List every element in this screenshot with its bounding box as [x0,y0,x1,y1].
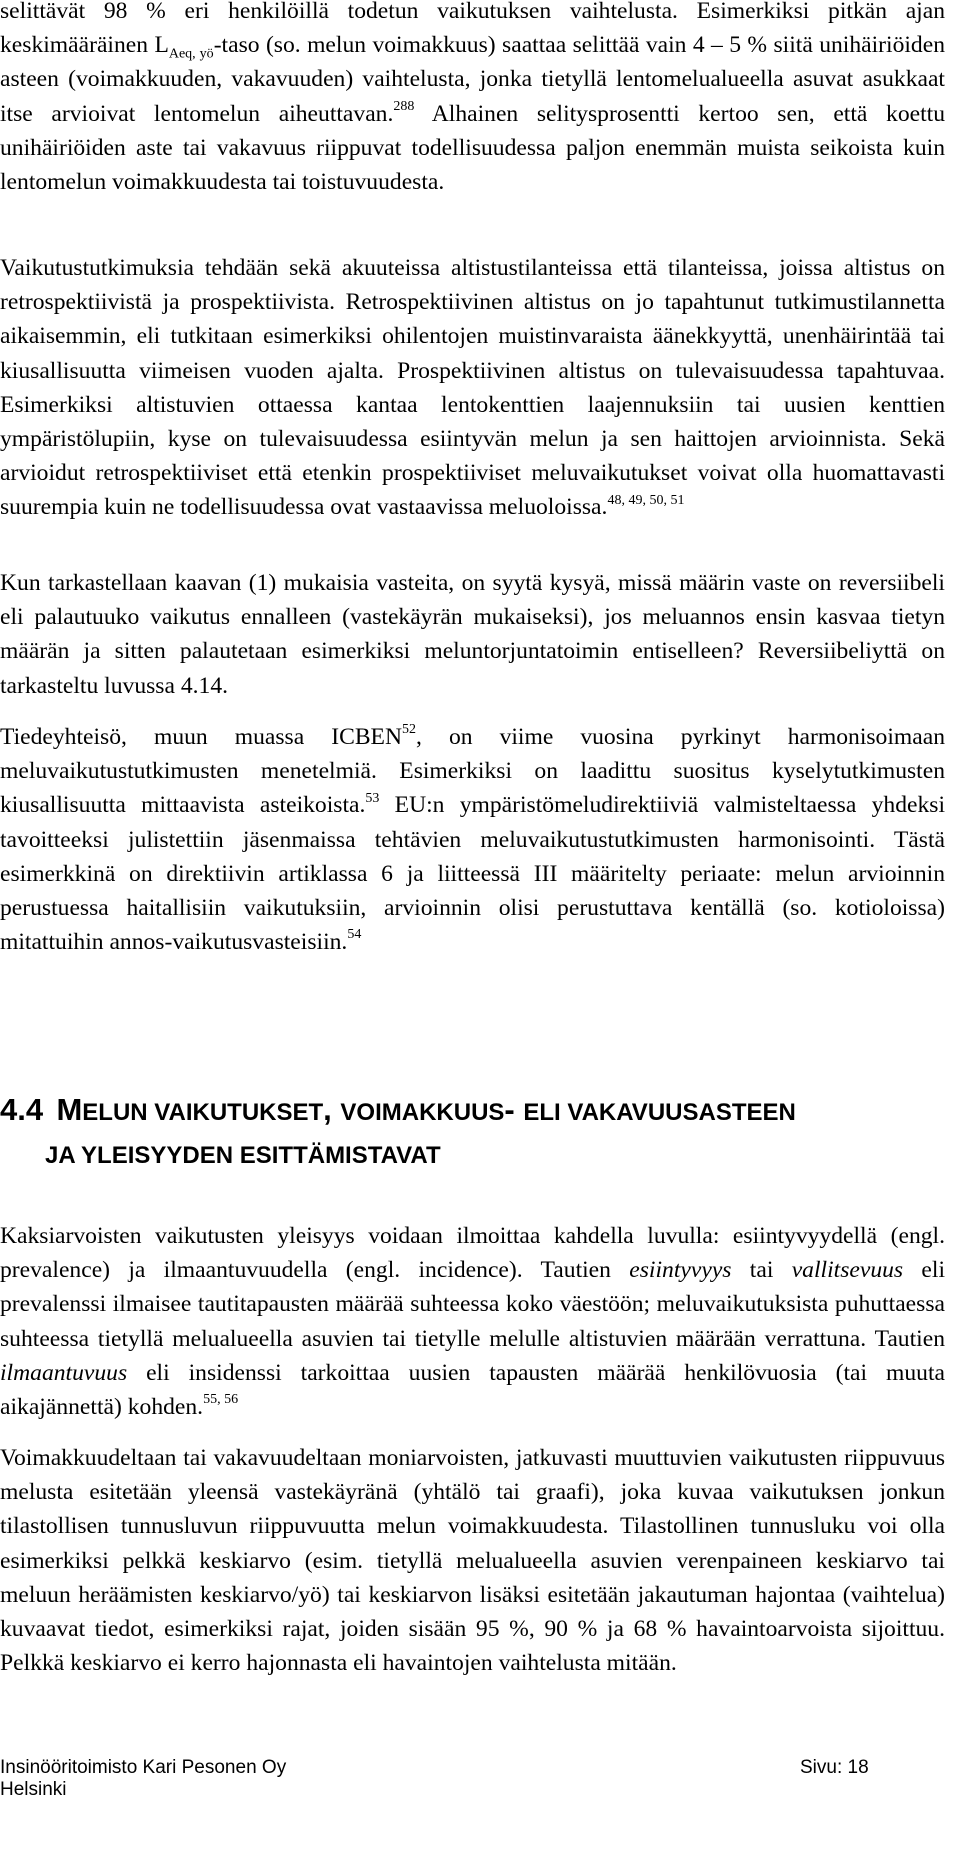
paragraph-2-text: Vaikutustutkimuksia tehdään sekä akuuteissa altistustilanteissa että tilanteissa, joissa altistus on retrospektiivistä ja prospektiivista. Retrospektiivinen altistus on jo tapahtunut tutkimustilannetta aikaisemmin, eli tutkitaan esimerkiksi ohilentojen muistinvaraista äänekkyyttä, unenhäirintää tai kiusallisuutta viimeisen vuoden ajalta. Prospektiivinen altistus on tulevaisuudessa tapahtuvaa. Esimerkiksi altistuvien ottaessa kantaa lentokenttien laajennuksiin tai uusien kenttien ympäristölupiin, kyse on tulevaisuudessa esiintyvän melun ja sen haittojen arvioinnista. Sekä arvioidut retrospektiiviset että etenkin prospektiiviset meluvaikutukset voivat olla huomattavasti suurempia kuin ne todellisuudessa ovat vastaavissa meluoloissa. [0,255,945,521]
paragraph-1-text-3: Alhainen selitysprosentti kertoo sen, että koettu unihäiriöiden aste tai vakavuus riippuvat todellisuudessa paljon enemmän muista seikoista kuin lentomelun voimakkuudesta tai toistuvuudesta. [0,100,945,196]
footer-city: Helsinki [0,1779,67,1800]
heading-dash: - [504,1092,524,1127]
heading-comma: , [323,1092,341,1127]
footnote-ref-54: 54 [347,927,362,943]
paragraph-5-text-4: eli insidenssi tarkoittaa uusien tapausten määrää henkilövuosia (tai muuta aikajännettä) kohden. [0,1359,945,1421]
term-ilmaantuvuus: ilmaantuvuus [0,1359,128,1386]
paragraph-5-text: Kaksiarvoisten vaikutusten yleisyys voidaan ilmoittaa kahdella luvulla: esiintyvyydellä (engl. prevalence) ja ilmaantuvuudella (engl. incidence). Tautien [0,1223,945,1284]
paragraph-3-text: Kun tarkastellaan kaavan (1) mukaisia vasteita, on syytä kysyä, missä määrin vaste on reversiibeli eli palautuuko vaikutus ennalleen (vastekäyrän mukaiseksi), jos meluannos ensin kasvaa tietyn määrän ja sitten palautetaan esimerkiksi meluntorjuntatoimin entiselleen? Reversiibeliyttä on tarkasteltu luvussa 4.14. [0,570,945,699]
paragraph-1 [0,0,945,199]
paragraph-1-text-2: -taso (so. melun voimakkuus) saattaa selittää vain 4 – 5 % siitä unihäiriöiden asteen (voimakkuuden, vakavuuden) vaihtelusta, jonka tietyllä lentomelualueella asuvat asukkaat itse arvioivat lentomelun aiheuttavan. [0,32,945,127]
paragraph-5-text-2: tai [731,1257,792,1284]
paragraph-6 [0,1441,945,1680]
heading-initial-m: M [56,1092,83,1127]
term-vallitsevuus: vallitsevuus [791,1257,904,1284]
footnote-ref-53: 53 [365,790,380,806]
paragraph-3 [0,566,945,703]
subscript-aeq-yo: Aeq, yö [168,46,214,62]
footnote-ref-48-51: 48, 49, 50, 51 [607,492,685,508]
footer-page-number: Sivu: 18 [800,1757,869,1778]
heading-text-b: OIMAKKUUS [356,1099,505,1126]
term-esiintyvyys: esiintyvyys [629,1257,732,1284]
footnote-ref-55-56: 55, 56 [203,1392,239,1408]
heading-initial-v: V [340,1099,357,1126]
section-number: 4.4 [0,1092,44,1127]
paragraph-4-text: Tiedeyhteisö, muun muassa ICBEN [0,724,403,750]
heading-text-c: ELI VAKAVUUSASTEEN [523,1099,796,1126]
section-heading-line-1 [0,1092,945,1128]
paragraph-4 [0,720,945,959]
paragraph-4-text-3: EU:n ympäristömeludirektiiviä valmisteltaessa yhdeksi tavoitteeksi julistettiin jäsenmaissa tehtävien meluvaikutustutkimusten harmonisointi. Tästä esimerkkinä on direktiivin artiklassa 6 ja liitteessä III määritelty periaate: melun arvioinnin perustuessa haitallisiin vaikutuksiin, arvioinnin olisi perustuttava kentällä (so. kotioloissa) mitattuihin annos-vaikutusvasteisiin. [0,792,945,956]
section-heading-line-2: JA YLEISYYDEN ESITTÄMISTAVAT [45,1142,441,1169]
section-heading [0,1092,945,1169]
paragraph-6-text: Voimakkuudeltaan tai vakavuudeltaan moniarvoisten, jatkuvasti muuttuvien vaikutusten riippuvuus melusta esitetään yleensä vastekäyränä (yhtälö tai graafi), joka kuvaa vaikutuksen jonkun tilastollisen tunnusluvun riippuvuutta melun voimakkuudesta. Tilastollinen tunnusluku voi olla esimerkiksi pelkkä keskiarvo (esim. tietyllä melualueella asuvien verenpaineen keskiarvo tai meluun heräämisten keskiarvo/yö) tai keskiarvon lisäksi esitetään jakautuman hajontaa (vaihtelua) kuvaavat tiedot, esimerkiksi rajat, joiden sisään 95 %, 90 % ja 68 % havaintoarvoista sijoittuu. Pelkkä keskiarvo ei kerro hajonnasta eli havaintojen vaihtelusta mitään. [0,1445,945,1677]
footer-company: Insinööritoimisto Kari Pesonen Oy [0,1757,287,1778]
footer-publisher [0,1757,286,1801]
paragraph-5 [0,1219,945,1424]
paragraph-1-text: selittävät 98 % eri henkilöillä todetun vaikutuksen vaihtelusta. Esimerkiksi pitkän ajan keskimääräinen L [0,0,945,59]
paragraph-4-text-2: , on viime vuosina pyrkinyt harmonisoimaan meluvaikutustutkimusten menetelmiä. Esimerkiksi on laadittu suositus kyselytutkimusten kiusallisuutta mittaavista asteikoista. [0,724,945,819]
footnote-ref-52: 52 [402,722,417,738]
footnote-ref-288: 288 [393,98,415,114]
paragraph-2 [0,251,945,525]
heading-text-a: ELUN VAIKUTUKSET [82,1099,324,1126]
paragraph-5-text-3: eli prevalenssi ilmaisee tautitapausten määrää suhteessa koko väestöön; meluvaikutuksista puhuttaessa suhteessa tietyllä melualueella asuvien tai tietylle melulle altistuvien määrään verrattuna. Tautien [0,1257,945,1352]
